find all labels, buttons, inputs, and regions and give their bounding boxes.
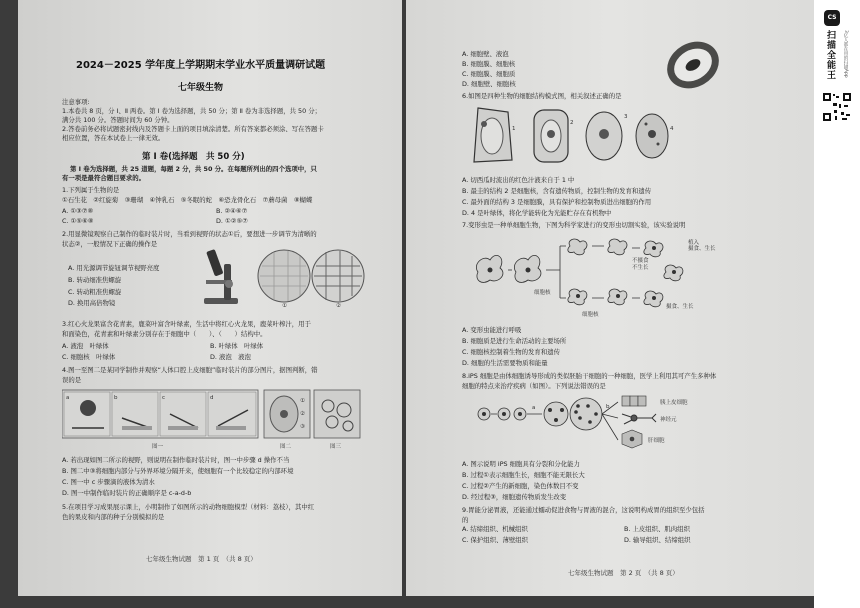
q3-stem: 3.红心火龙果富含花青素，鹿菜叶富含叶绿素，生活中将红心火龙果，鹿菜叶榨汁，用于 bbox=[62, 320, 311, 328]
q6-stem: 6.如图是四种生物的细胞结构模式图，相关叙述正确的是 bbox=[462, 92, 622, 100]
note-line: 相应位置，答在本试卷上一律无效。 bbox=[62, 134, 165, 142]
q2-option-b: B. 转动细准焦螺旋 bbox=[68, 276, 122, 284]
section-intro: 有一项是最符合题目要求的。 bbox=[62, 174, 146, 182]
q7-label-nucleus: 细胞核 bbox=[534, 290, 551, 296]
q7-label-no-grow: 不生长 bbox=[632, 265, 649, 271]
note-line: 满分共 100 分。答题时间为 60 分钟。 bbox=[62, 116, 174, 124]
qr-code-icon bbox=[822, 92, 852, 122]
note-line: 1.本卷共 8 页，分 Ⅰ、Ⅱ 两卷。第 Ⅰ 卷为选择题，共 50 分；第 Ⅱ 卷为非选择题，共 50 分； bbox=[62, 107, 321, 115]
q5-stem: 色的果皮和内部的种子分别模拟的是 bbox=[62, 513, 165, 521]
section-title: 第 Ⅰ 卷(选择题 共 50 分) bbox=[142, 152, 245, 162]
q6-num: 4 bbox=[670, 126, 674, 132]
figure-1-label: 图一 bbox=[152, 444, 164, 450]
step-label-a: a bbox=[66, 395, 70, 401]
field-of-view-1 bbox=[258, 250, 310, 302]
field-of-view-2 bbox=[312, 250, 364, 302]
q8-option-b: B. 过程①表示细胞生长，细胞不能无限长大 bbox=[462, 471, 585, 479]
q3-option-c: C. 细胞核 叶绿体 bbox=[62, 353, 116, 361]
leaf-cell bbox=[534, 110, 568, 162]
q1-option-a: A. ①③⑦⑧ bbox=[62, 207, 94, 215]
step-label-d: d bbox=[210, 395, 214, 401]
q7-label-implant: 植入 bbox=[688, 240, 700, 246]
exam-subject: 七年级生物 bbox=[178, 83, 224, 93]
q5-option-a: A. 细胞壁、液泡 bbox=[462, 50, 509, 58]
animal-cell bbox=[586, 112, 622, 160]
q8-stem: 细胞的特点来治疗疾病（如图）。下列说法错误的是 bbox=[462, 382, 606, 390]
q4-slide-preparation-figure bbox=[62, 388, 362, 452]
q5-option-d: D. 细胞壁、细胞核 bbox=[462, 80, 516, 88]
q4-stem: 4.图一至图二是某同学制作并观察“人体口腔上皮细胞”临时装片的部分图片，据图判断，错 bbox=[62, 366, 318, 374]
q1-option-d: D. ①②⑤⑦ bbox=[216, 217, 248, 225]
q3-option-a: A. 液泡 叶绿体 bbox=[62, 342, 109, 350]
q7-option-a: A. 变形虫能进行呼吸 bbox=[462, 326, 522, 334]
pancreatic-cell bbox=[622, 396, 646, 406]
q7-amoeba-figure bbox=[470, 236, 760, 320]
q3-stem: 和面染色，花青素和叶绿素分别存在于细胞中（ ）、（ ）结构中。 bbox=[62, 330, 267, 338]
figure-2-cell bbox=[264, 390, 310, 438]
q9-option-a: A. 结缔组织、机械组织 bbox=[462, 525, 528, 533]
q9-stem: 9.胃能分泌胃液，还能通过蠕动促进食物与胃液的混合，这说明构成胃的组织至少包括 bbox=[462, 506, 705, 514]
exam-page-1 bbox=[18, 0, 402, 596]
page-footer: 七年级生物试题 第 1 页 （共 8 页） bbox=[146, 555, 257, 563]
q8-stem: 8.iPS 细胞是由体细胞诱导形成的类似胚胎干细胞的一种细胞，医学上利用其可产生多种体 bbox=[462, 372, 717, 380]
q2-option-a: A. 用光源调节旋钮调节视野亮度 bbox=[68, 264, 160, 272]
fov-label-2: ② bbox=[336, 303, 341, 308]
q1-option-b: B. ②④⑥⑦ bbox=[216, 207, 248, 215]
note-line: 2.答卷前务必将试题密封线内及答题卡上面的项目填涂清楚。所有答案都必须涂、写在答题卡 bbox=[62, 125, 324, 133]
neuron-icon bbox=[622, 414, 656, 424]
figure-2-label: 图二 bbox=[280, 444, 292, 450]
q6-option-a: A. 切西瓜时流出的红色汁液来自于 1 中 bbox=[462, 176, 575, 184]
q9-option-c: C. 保护组织、薄壁组织 bbox=[462, 536, 529, 544]
q7-label-eat-grow: 摄食、生长 bbox=[688, 246, 716, 252]
q3-option-b: B. 叶绿体 叶绿体 bbox=[210, 342, 264, 350]
svg-text:③: ③ bbox=[300, 424, 305, 430]
camscanner-logo: CS bbox=[824, 10, 840, 26]
step-label-b: b bbox=[114, 395, 118, 401]
figure-3-bubbles bbox=[314, 390, 360, 438]
q2-option-d: D. 换用高倍物镜 bbox=[68, 299, 116, 307]
q8-ips-figure bbox=[476, 394, 746, 454]
q6-num: 1 bbox=[512, 126, 516, 132]
figure-3-label: 图三 bbox=[330, 444, 342, 450]
q1-stem: 1.下列属于生物的是 bbox=[62, 186, 120, 194]
microscope-icon bbox=[204, 249, 238, 304]
q7-label-nucleus-2: 细胞核 bbox=[582, 312, 599, 318]
page-footer: 七年级生物试题 第 2 页 （共 8 页） bbox=[568, 569, 679, 577]
figure-1-steps bbox=[62, 390, 258, 438]
fov-label-1: ① bbox=[282, 303, 287, 308]
q1-option-c: C. ①⑤⑥⑧ bbox=[62, 217, 94, 225]
q4-option-b: B. 图二中③将细胞内部分与外界环境分隔开来，使细胞有一个比较稳定的内部环境 bbox=[62, 467, 294, 475]
q4-stem: 误的是 bbox=[62, 376, 82, 384]
q8-step-label: b bbox=[606, 404, 610, 410]
q6-num: 3 bbox=[624, 114, 628, 120]
q8-option-c: C. 过程②产生的新细胞，染色体数目不变 bbox=[462, 482, 579, 490]
q9-option-d: D. 输导组织、结缔组织 bbox=[624, 536, 691, 544]
step-label-c: c bbox=[162, 395, 166, 401]
q7-label-no-eat: 不摄食 bbox=[632, 258, 649, 264]
q2-stem: 状态②，一般情况下正确的操作是 bbox=[62, 240, 158, 248]
egg-cell bbox=[636, 114, 668, 158]
q7-option-b: B. 细胞质是进行生命活动的主要场所 bbox=[462, 337, 567, 345]
plant-cell bbox=[474, 108, 512, 162]
q8-option-d: D. 经过程③，细胞遗传物质发生改变 bbox=[462, 493, 567, 501]
q3-option-d: D. 液泡 液泡 bbox=[210, 353, 251, 361]
q8-label-pancreatic: 胰上皮细胞 bbox=[660, 400, 688, 406]
q2-microscope-figure bbox=[196, 244, 366, 308]
q8-option-a: A. 图示说明 iPS 细胞具有分裂和分化能力 bbox=[462, 460, 580, 468]
scanner-brand-sub: 3亿人都在用的扫描App bbox=[843, 30, 848, 78]
q4-option-c: C. 图一中 c 步骤滴的液体为清水 bbox=[62, 478, 155, 486]
q6-option-d: D. 4 是叶绿体，将化学能转化为光能贮存在有机物中 bbox=[462, 209, 612, 217]
q7-option-d: D. 细胞的生活需要物质和能量 bbox=[462, 359, 548, 367]
q5-stem: 5.在项目学习成果展示课上，小明制作了如图所示的动物细胞模型（材料：荔枝），其中红 bbox=[62, 503, 315, 511]
q6-cell-figure bbox=[464, 104, 684, 168]
exam-title: 2024－2025 学年度上学期期末学业水平质量调研试题 bbox=[76, 60, 326, 71]
q2-stem: 2.用显微镜观察自己制作的临时装片时，当看到视野的状态①后，要想进一步调节为清晰的 bbox=[62, 230, 317, 238]
exam-page-2 bbox=[406, 0, 814, 596]
scanner-brand-name: 扫描全能王 bbox=[825, 30, 835, 80]
q4-option-d: D. 图一中制作临时装片的正确顺序是 c-a-d-b bbox=[62, 489, 192, 497]
q5-option-c: C. 细胞膜、细胞质 bbox=[462, 70, 516, 78]
q7-stem: 7.变形虫是一种单细胞生物，下图为科学家进行的变形虫切割实验，该实验说明 bbox=[462, 221, 686, 229]
liver-cell bbox=[622, 430, 642, 448]
q8-step-label: a bbox=[532, 405, 536, 411]
q6-num: 2 bbox=[570, 120, 574, 126]
q6-option-b: B. 最圭的结构 2 是细胞核，含有遗传物质，控制生物的发育和遗传 bbox=[462, 187, 652, 195]
q9-option-b: B. 上皮组织、肌肉组织 bbox=[624, 525, 690, 533]
q2-option-c: C. 转动粗准焦螺旋 bbox=[68, 288, 122, 296]
svg-text:②: ② bbox=[300, 411, 305, 417]
lychee-cell-model bbox=[662, 38, 724, 92]
notes-heading: 注意事项: bbox=[62, 98, 90, 106]
q6-option-c: C. 最外面的结构 3 是细胞膜，具有保护和控制物质进出细胞的作用 bbox=[462, 198, 652, 206]
q9-stem: 的 bbox=[462, 516, 469, 524]
q7-label-eat-grow-2: 摄食、生长 bbox=[666, 304, 694, 310]
q1-items: ①石生花 ②红旋菊 ③珊瑚 ④钟乳石 ⑤冬眠的蛇 ⑥恐龙骨化石 ⑦蘑母菌 ⑧蝴蝶 bbox=[62, 196, 313, 204]
q8-label-neuron: 神经元 bbox=[660, 417, 677, 423]
svg-text:①: ① bbox=[300, 398, 305, 404]
q5-option-b: B. 细胞膜、细胞核 bbox=[462, 60, 516, 68]
q7-option-c: C. 细胞核控制着生物的发育和遗传 bbox=[462, 348, 560, 356]
section-intro: 第 Ⅰ 卷为选择题，共 25 道题，每题 2 分，共 50 分。在每题所列出的四个选项中，只 bbox=[70, 165, 317, 173]
q8-label-liver: 肝细胞 bbox=[648, 438, 665, 444]
q4-option-a: A. 若出现如图二所示的视野，则说明在制作临时装片时，图一中步骤 d 操作不当 bbox=[62, 456, 290, 464]
